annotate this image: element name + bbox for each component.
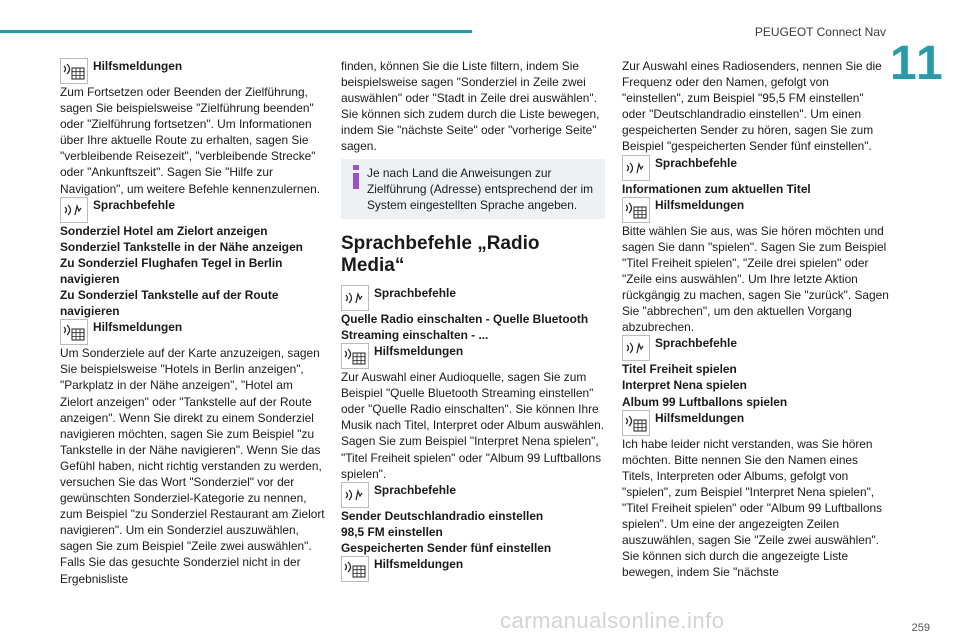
watermark: carmanualsonline.info <box>500 608 725 633</box>
help-heading <box>341 556 605 582</box>
commands-heading <box>341 482 605 508</box>
info-icon <box>351 165 361 189</box>
page-header-title: PEUGEOT Connect Nav <box>754 25 886 39</box>
command-line: Interpret Nena spielen <box>622 378 747 393</box>
voice-command-icon <box>341 482 374 508</box>
commands-label: Sprachbefehle <box>655 336 737 351</box>
paragraph: finden, können Sie die Liste filtern, indem Sie beispielsweise sagen "Sonderziel in Zeile zwei auswählen" oder "Stadt in Zeile drei auswählen". Sie können sich zudem durch die Liste bewegen, indem Sie "nächste Seite" oder "vorherige Seite" sagen. <box>341 59 600 154</box>
command-line: 98,5 FM einstellen <box>341 524 443 539</box>
command-line: Zu Sonderziel Flughafen Tegel in Berlin navigieren <box>60 255 283 286</box>
voice-command-icon <box>622 155 655 181</box>
column-3 <box>622 58 890 580</box>
commands-heading <box>622 155 890 181</box>
voice-command-icon <box>341 285 374 311</box>
commands-heading <box>60 197 328 223</box>
command-line: Album 99 Luftballons spielen <box>622 394 788 409</box>
paragraph: Ich habe leider nicht verstanden, was Sie hören möchten. Bitte nennen Sie den Namen eines Titels, Interpreten oder Albums, gefolgt von "spielen", zum Beispiel "Interpret Nena spielen", "Titel Freiheit spielen" oder "Album 99 Luftballons spielen". Um eine der angezeigten Zeilen auszuwählen, sagen Sie "Zeile zwei auswählen". Sie können sich durch die angezeigte Liste bewegen, indem Sie "nächste <box>622 436 883 580</box>
paragraph: Um Sonderziele auf der Karte anzuzeigen, sagen Sie beispielsweise "Hotels in Berlin anzeigen", "Parkplatz in der Nähe anzeigen", "Hotel am Zielort anzeigen" oder "Tankstelle auf der Route anzeigen". Wenn Sie direkt zu einem Sonderziel navigieren möchten, sagen Sie zum Beispiel "zu Tankstelle in der Nähe navigieren". Wenn Sie das Gefühl haben, nicht richtig verstanden zu werden, versuchen Sie das Wort "Sonderziel" vor der gewünschten Sonderziel-Kategorie zu nennen, zum Beispiel "zu Sonderziel Restaurant am Zielort navigieren". Um ein Sonderziel auszuwählen, sagen Sie zum Beispiel "Zeile zwei auswählen". Falls Sie das gesuchte Sonderziel nicht in der Ergebnisliste <box>60 346 325 586</box>
voice-command-icon <box>60 197 93 223</box>
voice-help-icon <box>341 343 374 369</box>
paragraph: Bitte wählen Sie aus, was Sie hören möchten und sagen Sie dann "spielen". Sagen Sie zum Beispiel "Titel Freiheit spielen", "Zeile drei spielen" oder "Zeile eins auswählen". Um Ihre letzte Aktion rückgängig zu machen, sagen Sie "zurück". Sagen Sie "abbrechen", um den aktuellen Vorgang abzubrechen. <box>622 223 889 335</box>
paragraph: Zur Auswahl eines Radiosenders, nennen Sie die Frequenz oder den Namen, gefolgt von "einstellen", zum Beispiel "95,5 FM einstellen" oder "Deutschlandradio einstellen". Um einen gespeicherten Sender zu hören, sagen Sie zum Beispiel "gespeicherten Sender fünf einstellen". <box>622 59 882 154</box>
command-line: Zu Sonderziel Tankstelle auf der Route navigieren <box>60 288 279 319</box>
help-heading <box>341 343 605 369</box>
paragraph: Zum Fortsetzen oder Beenden der Zielführung, sagen Sie beispielsweise "Zielführung beenden" oder "Zielführung fortsetzen". Um Informationen über Ihre aktuelle Route zu erhalten, sagen Sie "verbleibende Reisezeit", "verbleibende Strecke" oder "Ankunftszeit". Sagen Sie "Hilfe zur Navigation", um weitere Befehle kennenzulernen. <box>60 85 321 196</box>
info-note <box>341 159 605 219</box>
help-heading <box>60 58 328 84</box>
help-heading <box>622 410 890 436</box>
commands-heading <box>622 335 890 361</box>
help-label: Hilfsmeldungen <box>655 410 745 425</box>
page-number: 259 <box>911 622 930 634</box>
header-rule <box>0 30 472 33</box>
voice-help-icon <box>622 410 655 436</box>
chapter-number: 11 <box>890 37 945 90</box>
help-heading <box>60 319 328 345</box>
help-label: Hilfsmeldungen <box>93 320 183 335</box>
column-2 <box>341 58 605 582</box>
note-text: Je nach Land die Anweisungen zur Zielführung (Adresse) entsprechend der im System eingestellten Sprache angeben. <box>367 165 594 212</box>
section-title: Sprachbefehle „Radio Media“ <box>341 232 540 276</box>
command-line: Gespeicherten Sender fünf einstellen <box>341 540 552 555</box>
help-label: Hilfsmeldungen <box>93 59 183 73</box>
command-line: Sender Deutschlandradio einstellen <box>341 508 544 523</box>
column-1 <box>60 58 328 587</box>
voice-help-icon <box>60 58 93 84</box>
command-line: Titel Freiheit spielen <box>622 362 737 377</box>
help-label: Hilfsmeldungen <box>374 344 464 359</box>
commands-heading <box>341 285 605 311</box>
command-line: Sonderziel Tankstelle in der Nähe anzeigen <box>60 239 303 254</box>
commands-label: Sprachbefehle <box>374 285 456 300</box>
commands-label: Sprachbefehle <box>93 197 175 212</box>
voice-help-icon <box>60 319 93 345</box>
command-line: Informationen zum aktuellen Titel <box>622 181 811 196</box>
command-line: Sonderziel Hotel am Zielort anzeigen <box>60 223 268 238</box>
voice-help-icon <box>622 197 655 223</box>
voice-help-icon <box>341 556 374 582</box>
commands-label: Sprachbefehle <box>374 482 456 497</box>
help-label: Hilfsmeldungen <box>374 556 464 571</box>
help-heading <box>622 197 890 223</box>
commands-label: Sprachbefehle <box>655 155 737 170</box>
help-label: Hilfsmeldungen <box>655 197 745 212</box>
paragraph: Zur Auswahl einer Audioquelle, sagen Sie zum Beispiel "Quelle Bluetooth Streaming einstellen" oder "Quelle Radio einschalten". Sie können Ihre Musik nach Titel, Interpret oder Album auswählen. Sagen Sie zum Beispiel "Interpret Nena spielen", "Titel Freiheit spielen" oder "Album 99 Luftballons spielen". <box>341 370 605 481</box>
voice-command-icon <box>622 335 655 361</box>
command-line: Quelle Radio einschalten - Quelle Bluetooth Streaming einschalten - ... <box>341 311 589 342</box>
